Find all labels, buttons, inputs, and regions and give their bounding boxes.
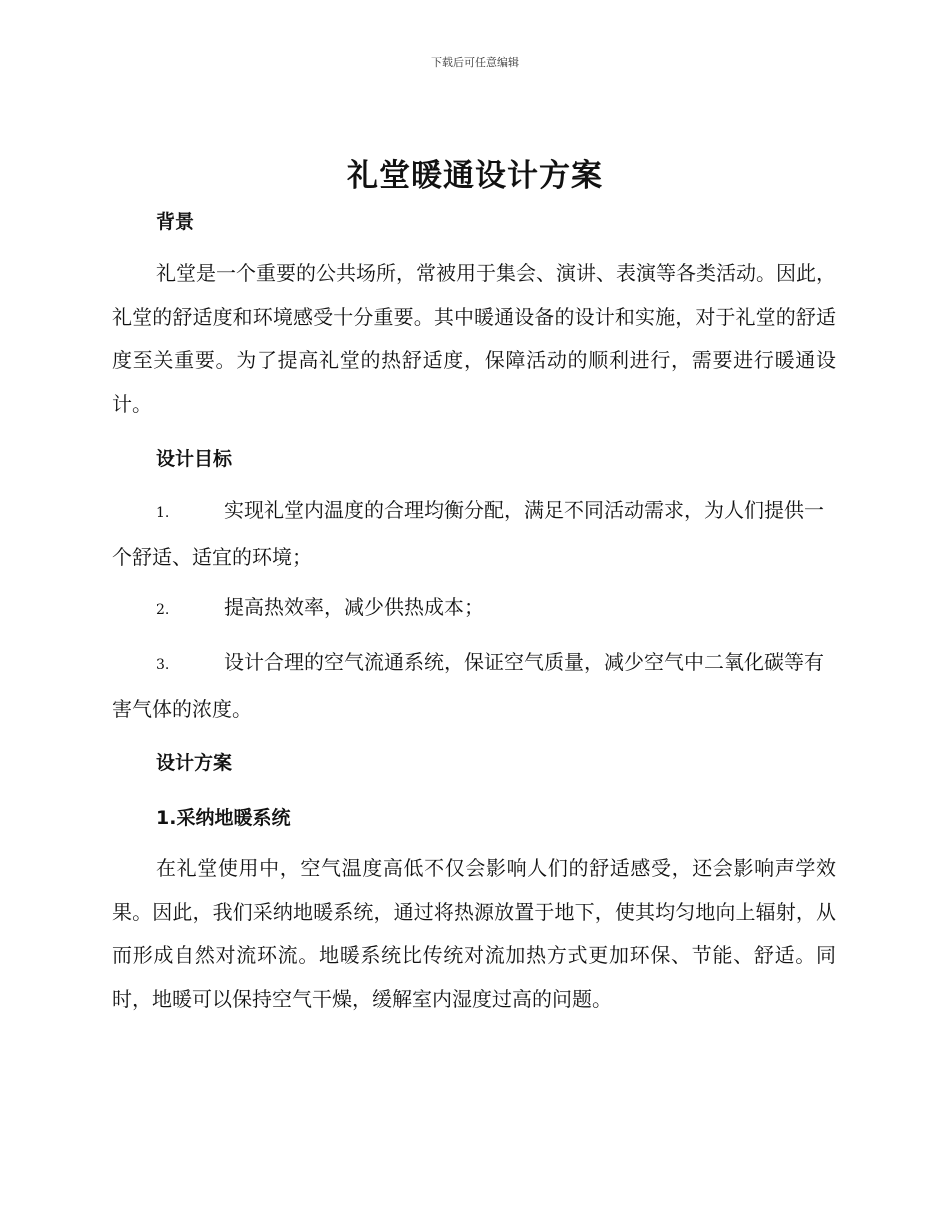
section-heading-goals: 设计目标	[156, 448, 233, 470]
goal-item-2	[112, 586, 836, 633]
document-title: 礼堂暖通设计方案	[347, 158, 603, 194]
goal-item-1	[112, 489, 836, 579]
goal-item-text: 实现礼堂内温度的合理均衡分配，满足不同活动需求，为人们提供一个舒适、适宜的环境；	[112, 498, 824, 569]
plan-paragraph: 在礼堂使用中，空气温度高低不仅会影响人们的舒适感受，还会影响声学效果。因此，我们采纳地暖系统，通过将热源放置于地下，使其均匀地向上辐射，从而形成自然对流环流。地暖系统比传统对流加热方式更加环保、节能、舒适。同时，地暖可以保持空气干燥，缓解室内湿度过高的问题。	[112, 856, 836, 1011]
goal-item-text: 提高热效率，减少供热成本；	[224, 595, 484, 619]
section-heading-background: 背景	[156, 211, 195, 233]
goal-item-number: 1.	[156, 505, 170, 521]
goal-item-number: 2.	[156, 602, 170, 618]
goal-item-number: 3.	[156, 657, 170, 673]
goal-item-3	[112, 641, 836, 731]
goal-item-text: 设计合理的空气流通系统，保证空气质量，减少空气中二氧化碳等有害气体的浓度。	[112, 650, 824, 721]
page-header-note: 下载后可任意编辑	[431, 56, 519, 69]
plan-subheading: 1.采纳地暖系统	[156, 807, 291, 829]
background-paragraph: 礼堂是一个重要的公共场所，常被用于集会、演讲、表演等各类活动。因此，礼堂的舒适度和环境感受十分重要。其中暖通设备的设计和实施，对于礼堂的舒适度至关重要。为了提高礼堂的热舒适度，保障活动的顺利进行，需要进行暖通设计。	[112, 261, 836, 416]
section-heading-plan: 设计方案	[156, 752, 233, 774]
